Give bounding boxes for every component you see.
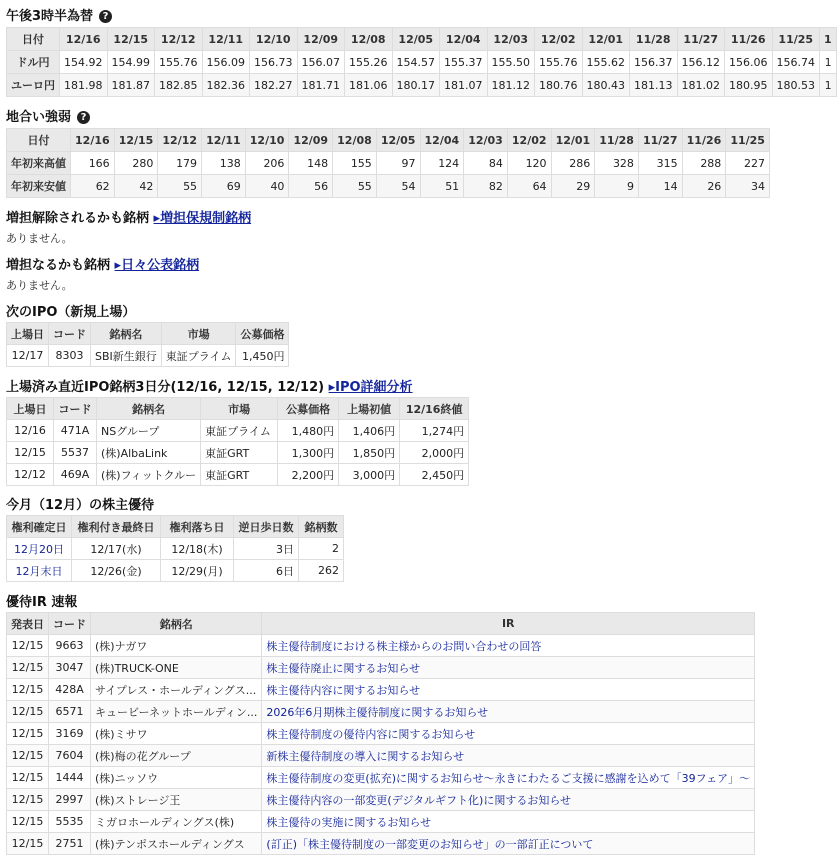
yutai-ir-cell[interactable]: [262, 635, 755, 657]
fx-date: 12/02: [535, 28, 583, 51]
fx-date: 12/08: [345, 28, 393, 51]
next-ipo-cell: 1,450円: [236, 345, 289, 367]
next-ipo-header: 銘柄名: [91, 323, 162, 345]
recent-ipo-cell: 12/15: [7, 442, 54, 464]
yutai-ir-cell: (株)TRUCK-ONE: [91, 657, 262, 679]
breadth-date-header: 日付: [7, 129, 71, 152]
margin-add-title: [6, 254, 199, 273]
margin-regulation-link[interactable]: ▸増担保規制銘柄: [153, 211, 252, 226]
yutai-ir-cell: 7604: [49, 745, 91, 767]
next-ipo-cell: 東証プライム: [161, 345, 236, 367]
fx-value: 156.12: [677, 51, 725, 74]
breadth-date: 12/05: [376, 129, 420, 152]
yutai-ir-link[interactable]: 株主優待内容の一部変更(デジタルギフト化)に関するお知らせ: [266, 793, 571, 807]
breadth-value: 120: [507, 152, 551, 175]
yutai-month-title: 今月（12月）の株主優待: [6, 498, 155, 513]
fx-date: 11/28: [630, 28, 678, 51]
recent-ipo-cell: NSグループ: [97, 420, 201, 442]
yutai-ir-cell: (株)テンポスホールディングス: [91, 833, 262, 855]
margin-release-empty-text: ありません。: [6, 232, 73, 245]
yutai-ir-link[interactable]: (訂正)「株主優待制度の一部変更のお知らせ」の一部訂正について: [266, 837, 594, 851]
next-ipo-cell: 8303: [49, 345, 91, 367]
fx-row-label: ユーロ円: [7, 74, 60, 97]
yutai-ir-link[interactable]: 株主優待制度における株主様からのお問い合わせの回答: [266, 639, 542, 653]
yutai-ir-cell: 1444: [49, 767, 91, 789]
yutai-month-cell: 12/17(水): [72, 538, 161, 560]
recent-ipo-title: [6, 376, 413, 395]
fx-value: 155.26: [345, 51, 393, 74]
recent-ipo-cell: 東証GRT: [201, 442, 278, 464]
fx-date: 12/04: [440, 28, 488, 51]
breadth-date: 12/08: [333, 129, 377, 152]
yutai-month-header: 逆日歩日数: [234, 516, 299, 538]
recent-ipo-cell: (株)AlbaLink: [97, 442, 201, 464]
breadth-header-row: [7, 129, 770, 152]
next-ipo-row: [7, 345, 289, 367]
yutai-ir-table: [6, 612, 755, 855]
yutai-month-cell: 12/29(月): [161, 560, 234, 582]
breadth-value: 138: [202, 152, 246, 175]
breadth-value: 62: [71, 175, 115, 198]
fx-date: 12/01: [582, 28, 630, 51]
yutai-ir-cell: (株)ナガワ: [91, 635, 262, 657]
yutai-ir-cell: 12/15: [7, 635, 49, 657]
yutai-ir-cell: 12/15: [7, 657, 49, 679]
yutai-ir-cell: (株)ニッソウ: [91, 767, 262, 789]
recent-ipo-cell: (株)フィットクルー: [97, 464, 201, 486]
recent-ipo-header: 上場初値: [339, 398, 400, 420]
breadth-row-label: 年初来高値: [7, 152, 71, 175]
fx-value: 156.07: [297, 51, 345, 74]
fx-value: 182.27: [250, 74, 298, 97]
recent-ipo-cell: 2,000円: [400, 442, 469, 464]
next-ipo-header: コード: [49, 323, 91, 345]
breadth-date: 11/28: [595, 129, 639, 152]
breadth-date: 12/01: [551, 129, 595, 152]
yutai-ir-cell[interactable]: [262, 789, 755, 811]
yutai-ir-row: [7, 811, 755, 833]
fx-value: 181.06: [345, 74, 393, 97]
recent-ipo-cell: 1,274円: [400, 420, 469, 442]
yutai-ir-cell: 5535: [49, 811, 91, 833]
breadth-date: 11/27: [638, 129, 682, 152]
yutai-ir-cell: 2751: [49, 833, 91, 855]
yutai-ir-cell: サイプレス・ホールディングス...: [91, 679, 262, 701]
yutai-month-cell: 2: [299, 538, 344, 560]
yutai-ir-cell: (株)梅の花グループ: [91, 745, 262, 767]
fx-date: 11/25: [772, 28, 820, 51]
fx-title: 午後3時半為替: [6, 9, 94, 24]
next-ipo-header: 上場日: [7, 323, 49, 345]
yutai-month-row: [7, 538, 344, 560]
breadth-date: 11/25: [726, 129, 770, 152]
margin-add-label: 増担なるかも銘柄: [6, 258, 111, 273]
fx-value: 156.06: [725, 51, 773, 74]
breadth-date: 11/26: [682, 129, 726, 152]
breadth-value: 227: [726, 152, 770, 175]
breadth-row: [7, 152, 770, 175]
fx-row: [7, 51, 837, 74]
recent-ipo-row: [7, 420, 469, 442]
fx-value: 180.95: [725, 74, 773, 97]
next-ipo-title: 次のIPO（新規上場）: [6, 305, 136, 320]
breadth-value: 55: [333, 175, 377, 198]
yutai-ir-link[interactable]: 株主優待の実施に関するお知らせ: [266, 815, 432, 829]
yutai-ir-row: [7, 789, 755, 811]
yutai-month-cell: 262: [299, 560, 344, 582]
yutai-ir-header: IR: [262, 613, 755, 635]
breadth-value: 14: [638, 175, 682, 198]
breadth-value: 166: [71, 152, 115, 175]
breadth-value: 148: [289, 152, 333, 175]
fx-value: 155.37: [440, 51, 488, 74]
yutai-ir-link[interactable]: 新株主優待制度の導入に関するお知らせ: [266, 749, 465, 763]
breadth-date: 12/16: [71, 129, 115, 152]
yutai-ir-cell: 2997: [49, 789, 91, 811]
margin-release-title: [6, 207, 251, 226]
fx-date: 12/10: [250, 28, 298, 51]
yutai-ir-link[interactable]: 2026年6月期株主優待制度に関するお知らせ: [266, 705, 489, 719]
breadth-date: 12/02: [507, 129, 551, 152]
yutai-ir-link[interactable]: 株主優待内容に関するお知らせ: [266, 683, 421, 697]
fx-date: 11/27: [677, 28, 725, 51]
yutai-ir-row: [7, 833, 755, 855]
fx-value: 155.50: [487, 51, 535, 74]
yutai-ir-cell: 12/15: [7, 679, 49, 701]
fx-date: 12/15: [107, 28, 155, 51]
breadth-value: 206: [245, 152, 289, 175]
yutai-ir-cell: 9663: [49, 635, 91, 657]
recent-ipo-cell: 1,850円: [339, 442, 400, 464]
yutai-ir-cell[interactable]: [262, 767, 755, 789]
yutai-ir-cell[interactable]: [262, 811, 755, 833]
recent-ipo-table: [6, 397, 469, 486]
daily-publication-link[interactable]: ▸日々公表銘柄: [114, 258, 200, 273]
recent-ipo-cell: 12/12: [7, 464, 54, 486]
fx-value: 181.98: [60, 74, 108, 97]
yutai-ir-link[interactable]: 株主優待廃止に関するお知らせ: [266, 661, 421, 675]
breadth-value: 56: [289, 175, 333, 198]
breadth-date: 12/09: [289, 129, 333, 152]
next-ipo-header: 公募価格: [236, 323, 289, 345]
fx-value: 1: [820, 51, 837, 74]
breadth-date: 12/10: [245, 129, 289, 152]
fx-value: 182.85: [155, 74, 203, 97]
fx-value: 181.12: [487, 74, 535, 97]
yutai-ir-header: 銘柄名: [91, 613, 262, 635]
breadth-value: 69: [202, 175, 246, 198]
yutai-month-table: [6, 515, 344, 582]
fx-date: 12/09: [297, 28, 345, 51]
breadth-value: 288: [682, 152, 726, 175]
breadth-value: 82: [464, 175, 508, 198]
fx-value: 1: [820, 74, 837, 97]
yutai-ir-cell: 12/15: [7, 745, 49, 767]
recent-ipo-cell: 2,200円: [278, 464, 339, 486]
yutai-month-row: [7, 560, 344, 582]
fx-date: 12/03: [487, 28, 535, 51]
fx-value: 180.17: [392, 74, 440, 97]
yutai-month-header-row: [7, 516, 344, 538]
next-ipo-header-row: [7, 323, 289, 345]
fx-value: 155.76: [155, 51, 203, 74]
yutai-ir-cell: 12/15: [7, 723, 49, 745]
fx-date-header: 日付: [7, 28, 60, 51]
yutai-ir-cell[interactable]: [262, 723, 755, 745]
fx-value: 154.99: [107, 51, 155, 74]
yutai-month-cell[interactable]: [7, 560, 72, 582]
fx-value: 155.76: [535, 51, 583, 74]
fx-value: 156.74: [772, 51, 820, 74]
breadth-value: 280: [114, 152, 158, 175]
fx-section-title: [6, 5, 112, 24]
yutai-ir-link[interactable]: 株主優待制度の優待内容に関するお知らせ: [266, 727, 476, 741]
fx-value: 156.37: [630, 51, 678, 74]
yutai-ir-cell: 3047: [49, 657, 91, 679]
breadth-date: 12/11: [202, 129, 246, 152]
fx-value: 180.43: [582, 74, 630, 97]
yutai-ir-cell: 6571: [49, 701, 91, 723]
breadth-value: 26: [682, 175, 726, 198]
fx-date: 11/26: [725, 28, 773, 51]
yutai-ir-cell: 12/15: [7, 833, 49, 855]
next-ipo-header: 市場: [161, 323, 236, 345]
next-ipo-table: [6, 322, 289, 367]
margin-add-empty-text: ありません。: [6, 279, 73, 292]
fx-value: 181.07: [440, 74, 488, 97]
yutai-ir-cell: 12/15: [7, 701, 49, 723]
yutai-month-link[interactable]: 12月20日: [14, 542, 64, 556]
yutai-ir-header: 発表日: [7, 613, 49, 635]
yutai-ir-cell: 3169: [49, 723, 91, 745]
fx-row-label: ドル円: [7, 51, 60, 74]
fx-date: 12/12: [155, 28, 203, 51]
recent-ipo-cell: 1,406円: [339, 420, 400, 442]
yutai-ir-row: [7, 635, 755, 657]
breadth-value: 84: [464, 152, 508, 175]
fx-value: 156.73: [250, 51, 298, 74]
yutai-ir-cell: 12/15: [7, 789, 49, 811]
breadth-title: 地合い強弱: [6, 110, 72, 125]
breadth-value: 97: [376, 152, 420, 175]
yutai-ir-cell[interactable]: [262, 833, 755, 855]
ipo-analysis-link[interactable]: ▸IPO詳細分析: [328, 380, 413, 395]
breadth-date: 12/12: [158, 129, 202, 152]
breadth-row-label: 年初来安値: [7, 175, 71, 198]
recent-ipo-cell: 1,300円: [278, 442, 339, 464]
help-icon[interactable]: ?: [77, 111, 90, 124]
breadth-value: 42: [114, 175, 158, 198]
breadth-value: 286: [551, 152, 595, 175]
recent-ipo-header: 公募価格: [278, 398, 339, 420]
yutai-month-cell: 12/18(木): [161, 538, 234, 560]
yutai-month-header: 銘柄数: [299, 516, 344, 538]
yutai-ir-cell: (株)ストレージ王: [91, 789, 262, 811]
recent-ipo-cell: 12/16: [7, 420, 54, 442]
next-ipo-cell: SBI新生銀行: [91, 345, 162, 367]
yutai-ir-cell[interactable]: [262, 701, 755, 723]
fx-value: 181.02: [677, 74, 725, 97]
recent-ipo-header: 市場: [201, 398, 278, 420]
yutai-ir-cell: 12/15: [7, 767, 49, 789]
recent-ipo-row: [7, 442, 469, 464]
fx-value: 181.87: [107, 74, 155, 97]
yutai-ir-cell: 12/15: [7, 811, 49, 833]
fx-date: 12/05: [392, 28, 440, 51]
yutai-ir-title: 優待IR 速報: [6, 595, 78, 610]
yutai-ir-cell: (株)ミサワ: [91, 723, 262, 745]
fx-date: 12/11: [202, 28, 250, 51]
help-icon[interactable]: ?: [99, 10, 112, 23]
yutai-ir-header-row: [7, 613, 755, 635]
recent-ipo-cell: 3,000円: [339, 464, 400, 486]
recent-ipo-cell: 東証プライム: [201, 420, 278, 442]
fx-value: 181.13: [630, 74, 678, 97]
fx-table: [6, 27, 837, 97]
yutai-month-header: 権利確定日: [7, 516, 72, 538]
breadth-value: 55: [158, 175, 202, 198]
yutai-month-header: 権利落ち日: [161, 516, 234, 538]
recent-ipo-header: 上場日: [7, 398, 54, 420]
yutai-month-cell[interactable]: [7, 538, 72, 560]
yutai-ir-link[interactable]: 株主優待制度の変更(拡充)に関するお知らせ～永きにわたるご支援に感謝を込めて「39フェア」～: [266, 771, 751, 785]
next-ipo-cell: 12/17: [7, 345, 49, 367]
yutai-ir-cell[interactable]: [262, 745, 755, 767]
breadth-date: 12/03: [464, 129, 508, 152]
breadth-section-title: [6, 106, 90, 125]
yutai-ir-cell: ミガロホールディングス(株): [91, 811, 262, 833]
breadth-value: 40: [245, 175, 289, 198]
breadth-value: 315: [638, 152, 682, 175]
breadth-value: 328: [595, 152, 639, 175]
breadth-value: 29: [551, 175, 595, 198]
recent-ipo-row: [7, 464, 469, 486]
breadth-value: 51: [420, 175, 464, 198]
recent-ipo-cell: 東証GRT: [201, 464, 278, 486]
recent-ipo-cell: 2,450円: [400, 464, 469, 486]
yutai-ir-cell: 428A: [49, 679, 91, 701]
yutai-ir-row: [7, 679, 755, 701]
fx-value: 155.62: [582, 51, 630, 74]
recent-ipo-cell: 471A: [54, 420, 97, 442]
yutai-ir-header: コード: [49, 613, 91, 635]
breadth-value: 124: [420, 152, 464, 175]
yutai-month-link[interactable]: 12月末日: [15, 564, 63, 578]
yutai-ir-row: [7, 723, 755, 745]
breadth-row: [7, 175, 770, 198]
yutai-month-cell: 3日: [234, 538, 299, 560]
margin-release-label: 増担解除されるかも銘柄: [6, 211, 150, 226]
yutai-ir-row: [7, 767, 755, 789]
fx-value: 180.76: [535, 74, 583, 97]
fx-value: 181.71: [297, 74, 345, 97]
recent-ipo-header: 12/16終値: [400, 398, 469, 420]
breadth-value: 34: [726, 175, 770, 198]
recent-ipo-cell: 469A: [54, 464, 97, 486]
yutai-ir-cell[interactable]: [262, 657, 755, 679]
breadth-table: [6, 128, 770, 198]
fx-header-row: [7, 28, 837, 51]
yutai-ir-cell[interactable]: [262, 679, 755, 701]
breadth-value: 9: [595, 175, 639, 198]
yutai-ir-cell: キュービーネットホールディン...: [91, 701, 262, 723]
recent-ipo-cell: 1,480円: [278, 420, 339, 442]
breadth-value: 155: [333, 152, 377, 175]
breadth-value: 64: [507, 175, 551, 198]
fx-value: 180.53: [772, 74, 820, 97]
yutai-month-header: 権利付き最終日: [72, 516, 161, 538]
fx-date: 12/16: [60, 28, 108, 51]
breadth-value: 54: [376, 175, 420, 198]
recent-ipo-header: 銘柄名: [97, 398, 201, 420]
yutai-month-cell: 12/26(金): [72, 560, 161, 582]
breadth-date: 12/04: [420, 129, 464, 152]
fx-value: 154.57: [392, 51, 440, 74]
recent-ipo-header: コード: [54, 398, 97, 420]
recent-ipo-label: 上場済み直近IPO銘柄3日分(12/16, 12/15, 12/12): [6, 380, 325, 395]
fx-value: 154.92: [60, 51, 108, 74]
fx-row: [7, 74, 837, 97]
fx-date: 1: [820, 28, 837, 51]
recent-ipo-cell: 5537: [54, 442, 97, 464]
yutai-month-cell: 6日: [234, 560, 299, 582]
yutai-ir-row: [7, 701, 755, 723]
fx-value: 156.09: [202, 51, 250, 74]
recent-ipo-header-row: [7, 398, 469, 420]
breadth-value: 179: [158, 152, 202, 175]
yutai-ir-row: [7, 745, 755, 767]
fx-value: 182.36: [202, 74, 250, 97]
yutai-ir-row: [7, 657, 755, 679]
breadth-date: 12/15: [114, 129, 158, 152]
